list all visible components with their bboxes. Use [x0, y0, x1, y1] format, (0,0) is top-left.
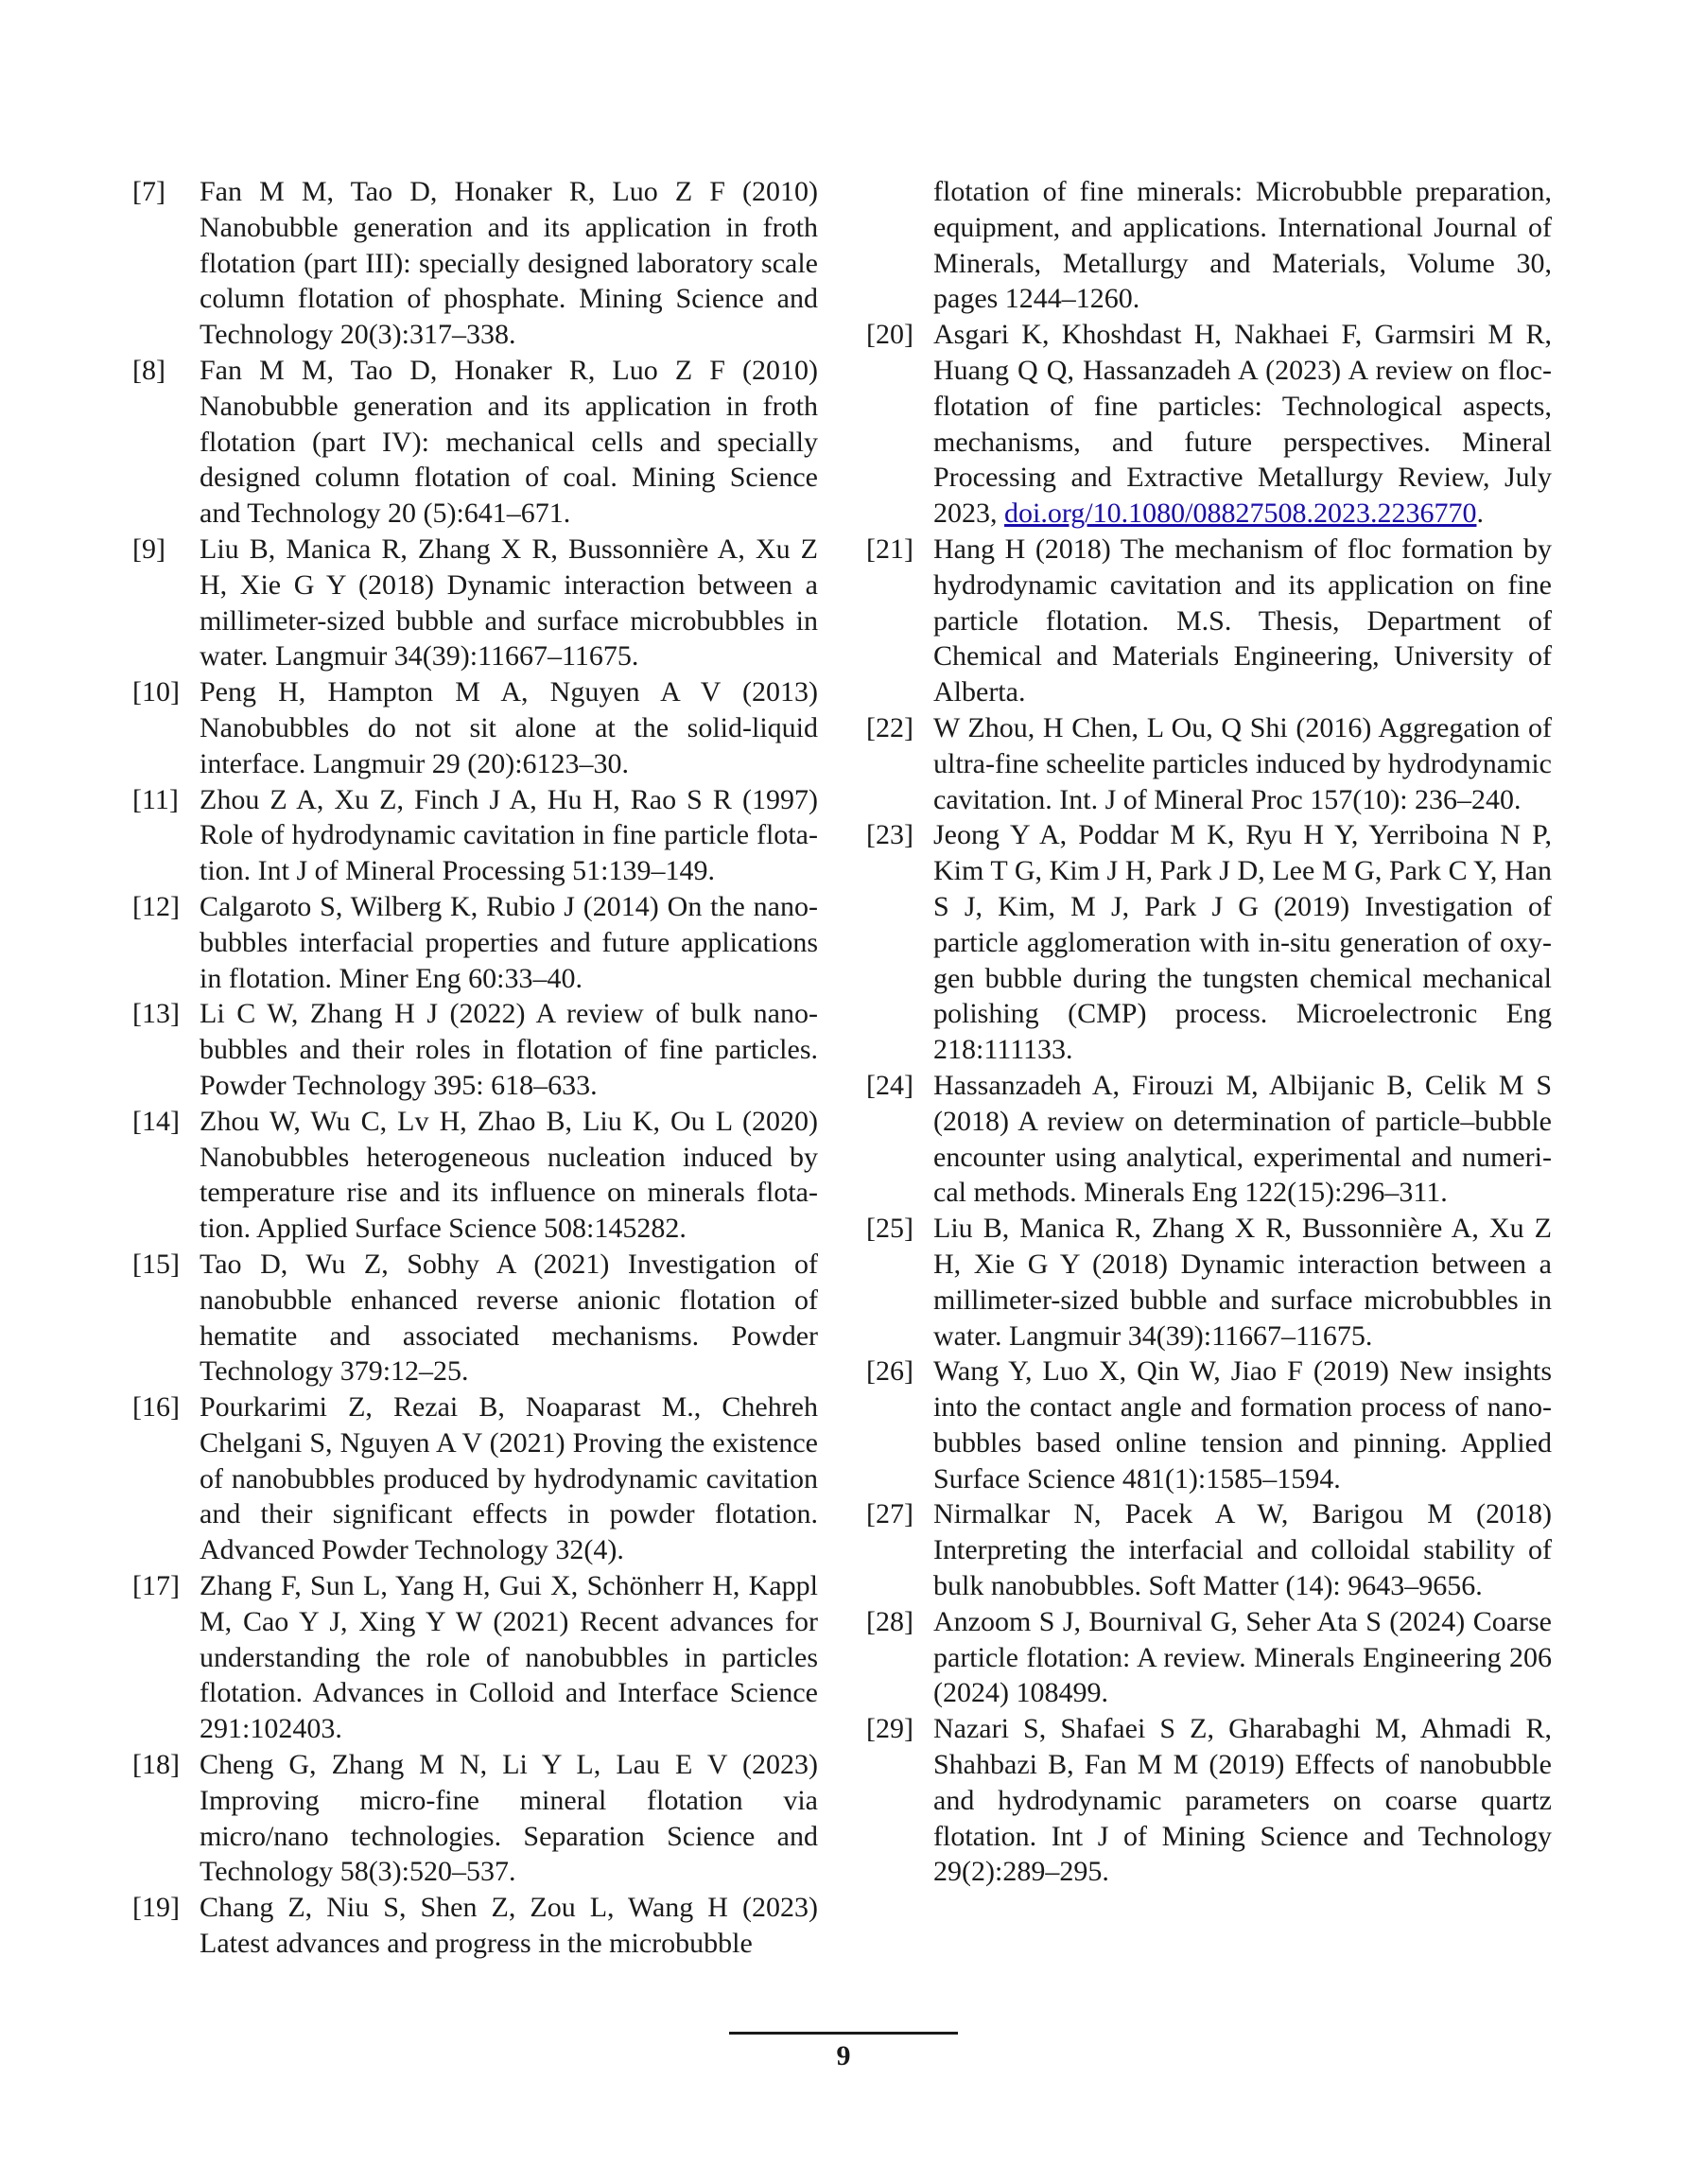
reference-7: [132, 174, 818, 353]
reference-number: [15]: [132, 1248, 180, 1280]
reference-text: Hang H (2018) The mechanism of floc formation by hydrodynamic cavitation and its application on fine particle flotation. M.S. Thesis, Department of Chemical and Materials Engineering, University of Alberta.: [933, 533, 1552, 708]
reference-number: [22]: [866, 711, 913, 743]
reference-number: [16]: [132, 1391, 180, 1424]
page-number: 9: [836, 2040, 851, 2071]
reference-19: [132, 1890, 818, 1962]
reference-text: Chang Z, Niu S, Shen Z, Zou L, Wang H (2023) Latest advances and progress in the microbubble: [200, 1892, 818, 1960]
reference-17: [132, 1568, 818, 1747]
reference-text: Zhou W, Wu C, Lv H, Zhao B, Liu K, Ou L (2020) Nanobubbles heterogeneous nucleation induced by temperature rise and its influence on minerals flotation. Applied Surface Science 508:145282.: [200, 1105, 818, 1245]
reference-12: [132, 889, 818, 996]
reference-number: [14]: [132, 1105, 180, 1137]
reference-9: [132, 532, 818, 674]
reference-number: [18]: [132, 1749, 180, 1781]
reference-number: [20]: [866, 319, 913, 351]
reference-text: Wang Y, Luo X, Qin W, Jiao F (2019) New insights into the contact angle and formation process of nanobubbles based online tension and pinning. Applied Surface Science 481(1):1585–1594.: [933, 1355, 1552, 1494]
reference-number: [21]: [866, 533, 913, 565]
reference-text: Fan M M, Tao D, Honaker R, Luo Z F (2010) Nanobubble generation and its application in froth flotation (part III): specially designed laboratory scale column flotation of phosphate. Mining Science and Technology 20(3):317–338.: [200, 176, 818, 351]
reference-19-continuation: [866, 174, 1552, 317]
reference-number: [28]: [866, 1605, 913, 1637]
reference-number: [12]: [132, 890, 180, 922]
reference-text: Jeong Y A, Poddar M K, Ryu H Y, Yerriboina N P, Kim T G, Kim J H, Park J D, Lee M G, Park C Y, Han S J, Kim, M J, Park J G (2019) Investigation of particle agglomeration with in-situ generation of oxygen bubble during the tungsten chemical mechanical polishing (CMP) process. Microelectronic Eng 218:111133.: [933, 819, 1552, 1066]
reference-number: [9]: [132, 533, 165, 565]
reference-text: Hassanzadeh A, Firouzi M, Albijanic B, Celik M S (2018) A review on determination of particle–bubble encounter using analytical, experimental and numerical methods. Minerals Eng 122(15):296–311.: [933, 1069, 1552, 1209]
reference-number: [10]: [132, 676, 180, 708]
reference-10: [132, 674, 818, 781]
reference-text: Fan M M, Tao D, Honaker R, Luo Z F (2010) Nanobubble generation and its application in froth flotation (part IV): mechanical cells and specially designed column flotation of coal. Mining Science and Technology 20 (5):641–671.: [200, 354, 818, 530]
reference-13: [132, 996, 818, 1103]
reference-number: [17]: [132, 1570, 180, 1602]
reference-number: [26]: [866, 1355, 913, 1388]
reference-text: Li C W, Zhang H J (2022) A review of bulk nanobubbles and their roles in flotation of fine particles. Powder Technology 395: 618–633.: [200, 998, 818, 1101]
reference-number: [13]: [132, 998, 180, 1030]
reference-text: Pourkarimi Z, Rezai B, Noaparast M., Chehreh Chelgani S, Nguyen A V (2021) Proving the existence of nanobubbles produced by hydrodynamic cavitation and their significant effects in powder flotation. Advanced Powder Technology 32(4).: [200, 1391, 818, 1566]
reference-18: [132, 1747, 818, 1890]
references-left-column: [132, 174, 818, 1962]
reference-16: [132, 1389, 818, 1568]
reference-text: Liu B, Manica R, Zhang X R, Bussonnière A, Xu Z H, Xie G Y (2018) Dynamic interaction between a millimeter-sized bubble and surface microbubbles in water. Langmuir 34(39):11667–11675.: [933, 1213, 1552, 1352]
reference-number: [27]: [866, 1498, 913, 1530]
reference-text: Nazari S, Shafaei S Z, Gharabaghi M, Ahmadi R, Shahbazi B, Fan M M (2019) Effects of nanobubble and hydrodynamic parameters on coarse quartz flotation. Int J of Mining Science and Technology 29(2):289–295.: [933, 1713, 1552, 1888]
reference-text: W Zhou, H Chen, L Ou, Q Shi (2016) Aggregation of ultra-fine scheelite particles induced by hydrodynamic cavitation. Int. J of Mineral Proc 157(10): 236–240.: [933, 711, 1552, 815]
reference-8: [132, 353, 818, 532]
reference-text: Zhang F, Sun L, Yang H, Gui X, Schönherr H, Kappl M, Cao Y J, Xing Y W (2021) Recent advances for understanding the role of nanobubbles in particles flotation. Advances in Colloid and Interface Science 291:102403.: [200, 1570, 818, 1745]
reference-14: [132, 1104, 818, 1247]
reference-number: [24]: [866, 1069, 913, 1101]
reference-29: [866, 1711, 1552, 1890]
reference-11: [132, 782, 818, 889]
reference-text-body: Asgari K, Khoshdast H, Nakhaei F, Garmsiri M R, Huang Q Q, Hassanzadeh A (2023) A review on floc-flotation of fine particles: Technological aspects, mechanisms, and future perspectives. Mineral Processing and Extractive Metallurgy Review, July 2023,: [933, 319, 1552, 530]
reference-text: Anzoom S J, Bournival G, Seher Ata S (2024) Coarse particle flotation: A review. Minerals Engineering 206 (2024) 108499.: [933, 1605, 1552, 1709]
reference-text: Cheng G, Zhang M N, Li Y L, Lau E V (2023) Improving micro-fine mineral flotation via micro/nano technologies. Separation Science and Technology 58(3):520–537.: [200, 1749, 818, 1888]
reference-23: [866, 817, 1552, 1068]
footer-rule: [729, 2032, 958, 2035]
reference-text: Peng H, Hampton M A, Nguyen A V (2013) Nanobubbles do not sit alone at the solid-liquid interface. Langmuir 29 (20):6123–30.: [200, 676, 818, 779]
reference-number: [7]: [132, 176, 165, 207]
reference-28: [866, 1604, 1552, 1711]
reference-text: Liu B, Manica R, Zhang X R, Bussonnière A, Xu Z H, Xie G Y (2018) Dynamic interaction between a millimeter-sized bubble and surface microbubbles in water. Langmuir 34(39):11667–11675.: [200, 533, 818, 673]
reference-text: Tao D, Wu Z, Sobhy A (2021) Investigation of nanobubble enhanced reverse anionic flotation of hematite and associated mechanisms. Powder Technology 379:12–25.: [200, 1248, 818, 1388]
reference-number: [8]: [132, 354, 165, 386]
reference-26: [866, 1354, 1552, 1496]
reference-number: [11]: [132, 783, 179, 815]
reference-number: [25]: [866, 1213, 913, 1245]
reference-number: [23]: [866, 819, 913, 851]
reference-text: Nirmalkar N, Pacek A W, Barigou M (2018) Interpreting the interfacial and colloidal stability of bulk nanobubbles. Soft Matter (14): 9643–9656.: [933, 1498, 1552, 1602]
reference-27: [866, 1496, 1552, 1603]
reference-text: Calgaroto S, Wilberg K, Rubio J (2014) On the nanobubbles interfacial properties and future applications in flotation. Miner Eng 60:33–40.: [200, 890, 818, 994]
reference-text: [933, 317, 1552, 532]
reference-20: [866, 317, 1552, 532]
reference-number: [29]: [866, 1713, 913, 1745]
reference-24: [866, 1068, 1552, 1211]
reference-text-end: .: [1476, 498, 1484, 530]
references-right-column: [866, 174, 1552, 1890]
reference-25: [866, 1211, 1552, 1354]
doi-link[interactable]: doi.org/10.1080/08827508.2023.2236770: [1004, 498, 1477, 530]
reference-15: [132, 1247, 818, 1389]
reference-text: Zhou Z A, Xu Z, Finch J A, Hu H, Rao S R (1997) Role of hydrodynamic cavitation in fine particle flotation. Int J of Mineral Processing 51:139–149.: [200, 783, 818, 887]
reference-22: [866, 710, 1552, 817]
reference-21: [866, 532, 1552, 710]
reference-number: [19]: [132, 1892, 180, 1924]
reference-text: flotation of fine minerals: Microbubble preparation, equipment, and applications. International Journal of Minerals, Metallurgy and Materials, Volume 30, pages 1244–1260.: [933, 176, 1552, 315]
